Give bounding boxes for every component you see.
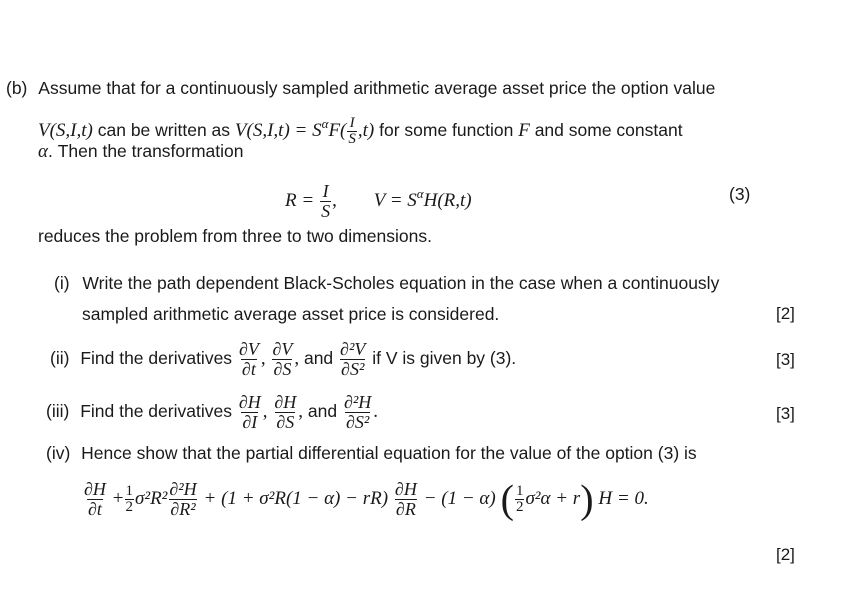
frac-dv-num: ∂V — [238, 338, 259, 359]
frac-dv-dt — [238, 340, 260, 379]
question-iii-and: and — [307, 401, 338, 421]
pde-end: H = 0. — [598, 488, 649, 509]
frac-den-s-2: S — [321, 200, 331, 221]
frac-dh-dr — [394, 480, 418, 519]
frac-dt-den: ∂t — [241, 358, 256, 379]
frac-half-2 — [515, 484, 525, 515]
r-equals: R = — [285, 190, 315, 211]
pde-middle: + (1 + σ²R(1 − α) − rR) — [203, 488, 389, 509]
marks-i: [2] — [776, 304, 795, 323]
frac-half — [125, 484, 135, 515]
part-b-line-3 — [38, 141, 244, 162]
pde-equation — [82, 473, 649, 523]
alpha-symbol: α — [38, 141, 48, 162]
frac-dv-ds — [271, 340, 293, 379]
pde-dr2-den: ∂R² — [170, 498, 196, 519]
pde-sigma-r: σ²R² — [135, 488, 168, 509]
frac-ds2-den: ∂S² — [341, 358, 365, 379]
part-b-text-2c: and some constant — [534, 120, 683, 140]
question-i-text-1: Write the path dependent Black-Scholes equation in the case when a continuously — [82, 273, 720, 293]
pde-inner: σ²α + r — [525, 488, 581, 509]
frac-d2h-ds2 — [343, 393, 372, 432]
pde-d2h-num: ∂²H — [169, 478, 197, 499]
pde-plus: + — [112, 488, 124, 509]
function-f: F — [518, 120, 530, 141]
frac-num-i-2: I — [322, 180, 329, 201]
part-b-text-3: . Then the transformation — [47, 141, 244, 161]
question-ii-text-a: Find the derivatives — [80, 348, 233, 368]
part-b-label: (b) — [6, 78, 28, 98]
question-iii-label: (iii) — [46, 401, 70, 421]
v-equals-s: V(S,I,t) = S — [234, 120, 322, 141]
pde-minus: − (1 − α) — [423, 488, 496, 509]
question-i-line-2: sampled arithmetic average asset price is considered. — [82, 304, 500, 324]
right-paren: ) — [580, 476, 594, 522]
part-b-text-2a: can be written as — [97, 120, 231, 140]
alpha-exponent: α — [321, 116, 329, 131]
part-b-line-2 — [38, 104, 683, 147]
question-ii-and: and — [303, 348, 334, 368]
part-b-line-after: reduces the problem from three to two dimensions. — [38, 226, 432, 246]
question-iv-label: (iv) — [46, 443, 71, 463]
frac-d2v-ds2 — [339, 340, 366, 379]
marks-iii: [3] — [776, 404, 795, 423]
pde-dr-den: ∂R — [395, 498, 416, 519]
frac-dv-num-2: ∂V — [272, 338, 293, 359]
frac-dh-di — [238, 393, 262, 432]
fraction-i-over-s-2 — [320, 182, 331, 221]
frac-dh-ds — [273, 393, 297, 432]
question-iii: (iii) Find the derivatives $\frac{\partial H}{\partial I}$ , $\frac{\partial H}{\partial S}$ , and $\frac{\text{∂²H}}{\text{∂S²}}$ . — [46, 391, 379, 432]
pde-dh-num: ∂H — [84, 478, 106, 499]
left-paren: ( — [500, 476, 514, 522]
half-num: 1 — [125, 482, 133, 499]
alpha-exponent-2: α — [416, 186, 424, 201]
question-iv-text: Hence show that the partial differential equation for the value of the option (3) is — [81, 443, 697, 463]
frac-dh-num-2: ∂H — [274, 391, 297, 412]
fraction-i-over-s — [347, 116, 357, 147]
frac-ds2-den-2: ∂S² — [345, 411, 370, 432]
question-ii-label: (ii) — [50, 348, 70, 368]
frac-dh-dt — [83, 480, 107, 519]
half-num-2: 1 — [515, 482, 524, 499]
f-open: F( — [328, 120, 347, 141]
frac-di-den: ∂I — [242, 411, 258, 432]
pde-dt-den: ∂t — [88, 498, 102, 519]
equation-number: (3) — [729, 184, 751, 204]
marks-ii: [3] — [776, 350, 795, 369]
question-iv — [46, 443, 697, 463]
t-close: ,t) — [357, 120, 375, 141]
pde-dh-num-2: ∂H — [394, 478, 417, 499]
h-function: H(R,t) — [423, 190, 472, 211]
frac-d2h-dr2 — [168, 480, 197, 519]
frac-d2h-num: ∂²H — [343, 391, 372, 412]
v-function: V(S,I,t) — [38, 120, 93, 141]
question-ii: (ii) Find the derivatives $\frac{\partial V}{\partial t}$ , $\frac{\partial V}{\partial S}$ , and $\frac{\text{∂²V}}{\text{∂S²}}$ if V is given by (3). — [50, 338, 517, 379]
frac-num-i: I — [349, 114, 355, 131]
marks-iv: [2] — [776, 545, 795, 564]
question-i-line-1 — [54, 273, 719, 293]
question-i-label: (i) — [54, 273, 70, 293]
question-ii-text-b: if V is given by (3). — [372, 348, 517, 368]
v-equals-s-2: V = S — [373, 190, 417, 211]
half-den: 2 — [125, 498, 133, 515]
part-b-text-2b: for some function — [379, 120, 514, 140]
half-den-2: 2 — [515, 498, 524, 515]
question-iii-text-a: Find the derivatives — [80, 401, 232, 421]
part-b-line-1 — [6, 78, 715, 98]
part-b-text-1: Assume that for a continuously sampled arithmetic average asset price the option value — [38, 78, 716, 98]
frac-d2v-num: ∂²V — [340, 338, 366, 359]
frac-den-s: S — [348, 130, 356, 147]
frac-dh-num: ∂H — [238, 391, 261, 412]
frac-ds-den: ∂S — [273, 358, 292, 379]
transformation-equation: R = $\frac{I}{S}$ , $V = S^\alpha H(R,t)$ — [285, 180, 472, 221]
frac-ds-den-2: ∂S — [276, 411, 295, 432]
